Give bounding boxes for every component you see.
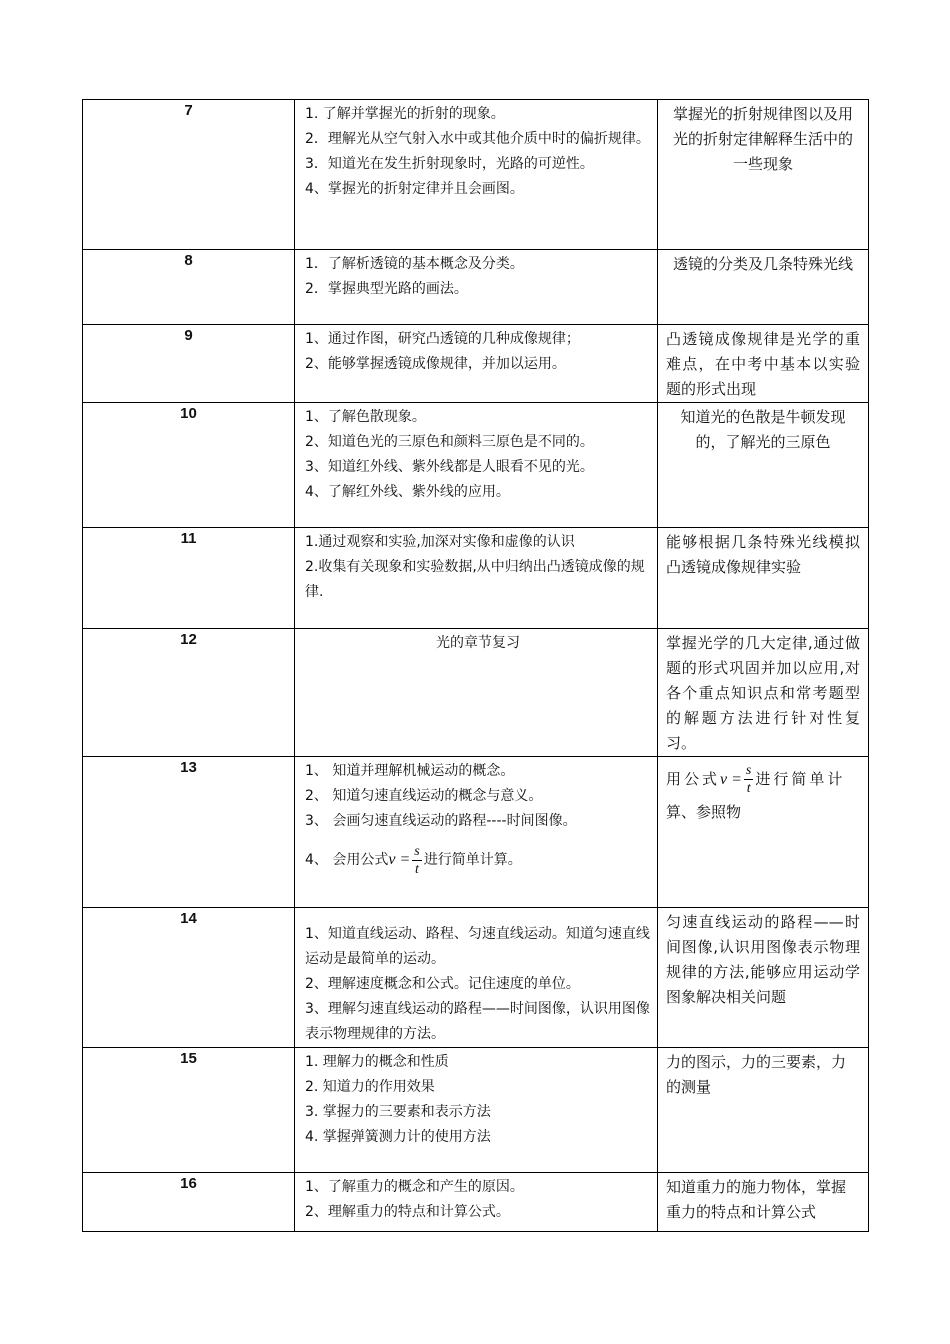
goal-item: 1. 了解并掌握光的折射的现象。 xyxy=(305,106,505,122)
goal-item: 2、能够掌握透镜成像规律，并加以运用。 xyxy=(305,356,566,372)
table-row xyxy=(83,757,869,908)
table-row xyxy=(83,100,869,250)
table-row xyxy=(83,1173,869,1232)
week-number: 12 xyxy=(83,629,295,757)
goals-cell xyxy=(295,250,658,325)
goal-item: 2、理解速度概念和公式。记住速度的单位。 xyxy=(305,976,580,992)
focus-cell: 掌握光的折射规律图以及用光的折射定律解释生活中的一些现象 xyxy=(658,100,869,250)
focus-cell: 力的图示，力的三要素，力的测量 xyxy=(658,1048,869,1173)
formula-denominator: t xyxy=(746,781,751,796)
formula-lhs: v = xyxy=(388,851,411,868)
table-row xyxy=(83,629,869,757)
goal-suffix: 进行简单计算。 xyxy=(423,852,522,868)
goals-cell xyxy=(295,629,658,757)
goal-item: 4、掌握光的折射定律并且会画图。 xyxy=(305,181,524,197)
table-row xyxy=(83,325,869,403)
focus-cell xyxy=(658,757,869,908)
goals-cell xyxy=(295,325,658,403)
focus-formula-line xyxy=(666,759,860,800)
goal-item: 1、了解色散现象。 xyxy=(305,409,426,425)
focus-prefix: 用公式 xyxy=(666,770,721,788)
week-number: 7 xyxy=(83,100,295,250)
table-row xyxy=(83,403,869,528)
goals-cell xyxy=(295,757,658,908)
goal-item: 4、了解红外线、紫外线的应用。 xyxy=(305,484,510,500)
focus-cell: 知道重力的施力物体，掌握重力的特点和计算公式 xyxy=(658,1173,869,1232)
goal-item: 3、 会画匀速直线运动的路程----时间图像。 xyxy=(305,813,577,829)
week-number: 11 xyxy=(83,528,295,629)
focus-line: 算、参照物 xyxy=(666,803,742,821)
goal-item: 2、知道色光的三原色和颜料三原色是不同的。 xyxy=(305,434,594,450)
focus-cell: 匀速直线运动的路程——时间图像,认识用图像表示物理规律的方法,能够应用运动学图象解决相关问题 xyxy=(658,908,869,1048)
goal-item: 光的章节复习 xyxy=(436,635,520,651)
table-row xyxy=(83,1048,869,1173)
goal-item: 1.通过观察和实验,加深对实像和虚像的认识 xyxy=(305,534,575,550)
goal-item: 2. 知道力的作用效果 xyxy=(305,1079,435,1095)
goal-item: 4. 掌握弹簧测力计的使用方法 xyxy=(305,1129,491,1145)
week-number: 8 xyxy=(83,250,295,325)
goal-item: 1．了解析透镜的基本概念及分类。 xyxy=(305,256,524,272)
goal-item: 1. 理解力的概念和性质 xyxy=(305,1054,449,1070)
focus-cell: 知道光的色散是牛顿发现的，了解光的三原色 xyxy=(658,403,869,528)
goal-item: 2、 知道匀速直线运动的概念与意义。 xyxy=(305,788,543,804)
focus-cell: 掌握光学的几大定律,通过做题的形式巩固并加以应用,对各个重点知识点和常考题型的解题方法进行针对性复习。 xyxy=(658,629,869,757)
formula-lhs: v = xyxy=(720,771,742,788)
goals-cell xyxy=(295,100,658,250)
goal-item: 2．理解光从空气射入水中或其他介质中时的偏折规律。 xyxy=(305,131,650,147)
formula-numerator: s xyxy=(745,763,752,778)
goals-cell xyxy=(295,1173,658,1232)
goal-item: 3. 掌握力的三要素和表示方法 xyxy=(305,1104,491,1120)
goal-item: 2．掌握典型光路的画法。 xyxy=(305,281,468,297)
goal-item: 1、通过作图，研究凸透镜的几种成像规律； xyxy=(305,331,580,347)
formula-fraction xyxy=(744,762,753,797)
goal-item: 2.收集有关现象和实验数据,从中归纳出凸透镜成像的规律. xyxy=(305,559,645,600)
lesson-plan-table xyxy=(82,99,869,1232)
table-row xyxy=(83,250,869,325)
goal-item: 3、理解匀速直线运动的路程——时间图像，认识用图像表示物理规律的方法。 xyxy=(305,1001,650,1042)
focus-cell: 透镜的分类及几条特殊光线 xyxy=(658,250,869,325)
week-number: 15 xyxy=(83,1048,295,1173)
week-number: 14 xyxy=(83,908,295,1048)
goal-item: 1、 知道并理解机械运动的概念。 xyxy=(305,763,515,779)
week-number: 16 xyxy=(83,1173,295,1232)
goal-item-formula xyxy=(305,840,651,880)
goal-item: 2、理解重力的特点和计算公式。 xyxy=(305,1204,510,1220)
goals-cell xyxy=(295,1048,658,1173)
focus-cell: 凸透镜成像规律是光学的重难点，在中考中基本以实验题的形式出现 xyxy=(658,325,869,403)
focus-suffix: 进行简单计 xyxy=(755,770,846,788)
table-row xyxy=(83,528,869,629)
goals-cell xyxy=(295,908,658,1048)
focus-cell: 能够根据几条特殊光线模拟凸透镜成像规律实验 xyxy=(658,528,869,629)
goals-cell xyxy=(295,403,658,528)
formula-fraction xyxy=(412,843,421,878)
goal-item: 1、知道直线运动、路程、匀速直线运动。知道匀速直线运动是最简单的运动。 xyxy=(305,926,650,967)
goals-cell xyxy=(295,528,658,629)
goal-prefix: 4、 会用公式 xyxy=(305,852,389,868)
goal-item: 3、知道红外线、紫外线都是人眼看不见的光。 xyxy=(305,459,594,475)
week-number: 9 xyxy=(83,325,295,403)
goal-item: 3．知道光在发生折射现象时，光路的可逆性。 xyxy=(305,156,594,172)
table-row xyxy=(83,908,869,1048)
week-number: 13 xyxy=(83,757,295,908)
formula-denominator: t xyxy=(415,861,419,877)
week-number: 10 xyxy=(83,403,295,528)
formula-numerator: s xyxy=(414,843,420,859)
goal-item: 1、了解重力的概念和产生的原因。 xyxy=(305,1179,524,1195)
